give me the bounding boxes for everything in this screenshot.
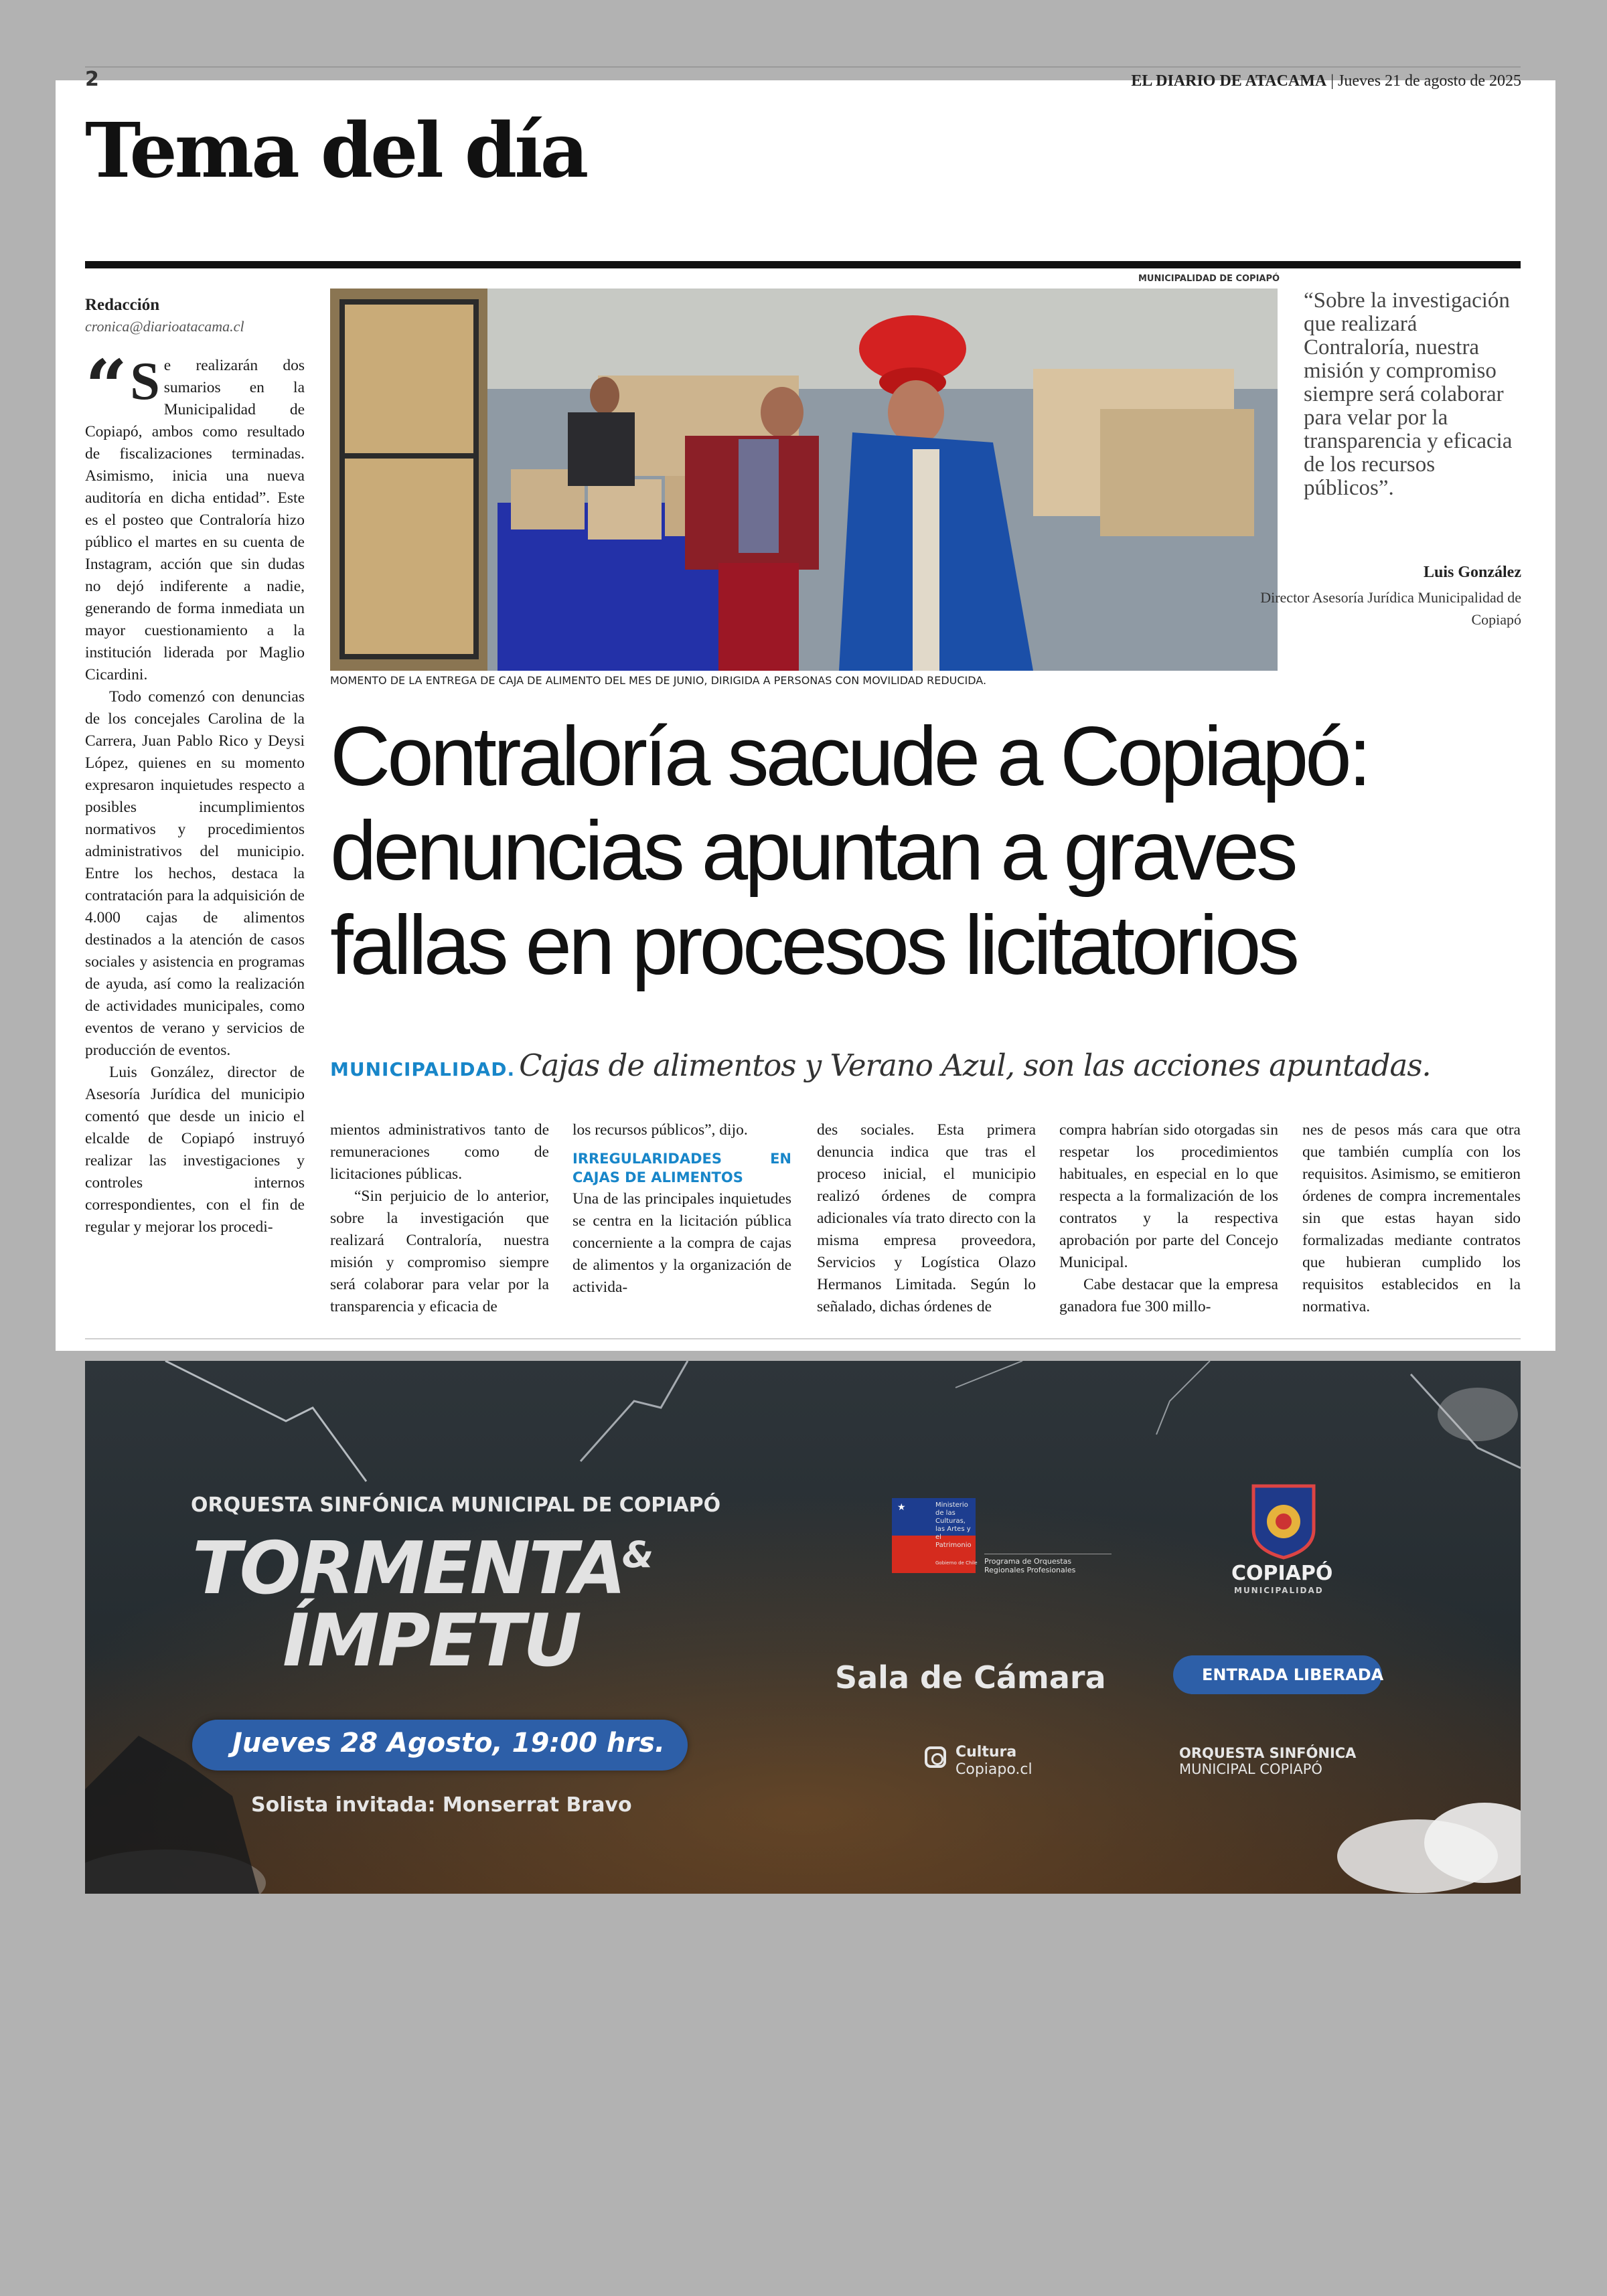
copiapo-shield-icon (1250, 1483, 1317, 1560)
ministry-name: Ministerio de las Culturas, las Artes y el Patrimonio (935, 1501, 972, 1549)
ad-venue: Sala de Cámara (835, 1659, 1106, 1696)
article-paragraph: des sociales. Esta primera denuncia indica que tras el proceso inicial, el municipio realizó órdenes de compra adicionales vía trato directo con la misma empresa proveedora, Servicios y Logística Olazo Hermanos Limitada. Según lo señalado, dichas órdenes de (817, 1121, 1036, 1315)
quote-mark-icon: “ (85, 343, 128, 430)
star-icon: ★ (897, 1502, 906, 1513)
photo-credit: MUNICIPALIDAD DE COPIAPÓ (1138, 274, 1280, 284)
byline-name: Redacción (85, 296, 160, 314)
article-column-6 (1302, 1119, 1521, 1318)
article-paragraph: Todo comenzó con denuncias de los concejales Carolina de la Carrera, Juan Pablo Rico y Deysi López, quienes en su momento expresaron inquietudes respecto a posibles incumplimientos normativos y procedimientos administrativos del municipio. Entre los hechos, destaca la contratación para la adquisición de 4.000 cajas de alimentos destinados a la atención de casos sociales y asistencia en programas de ayuda, así como la realización de actividades municipales, como eventos de verano y servicios de producción de eventos. (85, 688, 305, 1059)
section-title: Tema del día (85, 107, 587, 195)
municipality-name: COPIAPÓ (1231, 1562, 1333, 1585)
publication-date: Jueves 21 de agosto de 2025 (1338, 72, 1521, 90)
instagram-icon (925, 1746, 946, 1768)
headline-line: Contraloría sacude a Copiapó: (330, 710, 1369, 803)
article-column-5 (1059, 1119, 1278, 1318)
top-rule (85, 66, 1521, 68)
article-text: e realizarán dos sumarios en la Municipalidad de Copiapó, ambos como resultado de fiscalizaciones terminadas. Asimismo, inicia una nueva auditoría en dicha entidad”. Este es el posteo que Contraloría hizo público el martes en su cuenta de Instagram, acción que sin dudas no dejó indiferente a nadie, generando de forma inmediata un mayor cuestionamiento a la institución liderada por Maglio Cicardini. (85, 357, 305, 683)
bottom-rule (85, 1338, 1521, 1339)
article-paragraph: nes de pesos más cara que otra que también cumplía con los requisitos. Asimismo, se emitieron órdenes de compra incrementales sin que estas hayan sido formalizadas mediante contratos que hubieran cumplido los requisitos establecidos en la normativa. (1302, 1121, 1521, 1315)
drop-cap: S (130, 352, 160, 411)
gov-name: Gobierno de Chile (935, 1560, 978, 1566)
ad-soloist: Solista invitada: Monserrat Bravo (251, 1793, 632, 1817)
ad-title-line-1: TORMENTA (192, 1527, 625, 1611)
entry-label: ENTRADA LIBERADA (1202, 1665, 1384, 1684)
article-column-3 (572, 1119, 791, 1299)
social-line-1: Cultura (955, 1744, 1017, 1760)
pull-quote: “Sobre la investigación que realizará Contraloría, nuestra misión y compromiso siempre será colaborar para velar por la transparencia y eficacia de los recursos públicos”. (1304, 289, 1513, 500)
deck-kicker: MUNICIPALIDAD. (330, 1058, 516, 1080)
article-paragraph (85, 343, 305, 686)
news-photo (330, 289, 1278, 671)
article-subhead: IRREGULARIDADES EN CAJAS DE ALIMENTOS (572, 1151, 791, 1185)
headline-line: fallas en procesos licitatorios (330, 899, 1296, 992)
program-name: Programa de Orquestas Regionales Profesionales (984, 1554, 1112, 1574)
article-paragraph: compra habrían sido otorgadas sin respetar los procedimientos habituales, en especial en lo que respecta a la formalización de los contratos y la respectiva aprobación por parte del Concejo Municipal. (1059, 1121, 1278, 1271)
deck-text: Cajas de alimentos y Verano Azul, son las acciones apuntadas. (519, 1048, 1431, 1083)
section-rule (85, 261, 1521, 268)
ad-ampersand: & (622, 1534, 654, 1576)
ad-title-line-2: ÍMPETU (283, 1599, 580, 1683)
concert-advertisement (85, 1361, 1521, 1894)
article-paragraph: Cabe destacar que la empresa ganadora fue 300 millo- (1059, 1276, 1278, 1315)
article-paragraph: mientos administrativos tanto de remuneraciones como de licitaciones públicas. (330, 1121, 549, 1183)
article-column-1 (85, 343, 305, 1238)
photo-caption: MOMENTO DE LA ENTREGA DE CAJA DE ALIMENTO DEL MES DE JUNIO, DIRIGIDA A PERSONAS CON MOVILIDAD REDUCIDA. (330, 674, 987, 687)
headline-line: denuncias apuntan a graves (330, 805, 1295, 898)
article-column-2 (330, 1119, 549, 1318)
ad-date: Jueves 28 Agosto, 19:00 hrs. (232, 1728, 666, 1758)
deck (330, 1048, 1535, 1083)
headline (330, 710, 1535, 993)
byline-email: cronica@diarioatacama.cl (85, 318, 244, 335)
pull-quote-name: Luis González (1423, 564, 1521, 581)
municipality-label: MUNICIPALIDAD (1234, 1586, 1324, 1595)
pull-quote-role: Director Asesoría Jurídica Municipalidad de Copiapó (1260, 589, 1521, 628)
photo-illustration (330, 289, 1278, 671)
article-paragraph: Una de las principales inquietudes se centra en la licitación pública concerniente a la compra de cajas de alimentos y la organización de activida- (572, 1190, 791, 1296)
article-paragraph: Luis González, director de Asesoría Jurídica del municipio comentó que desde un inicio el elcalde de Copiapó instruyó realizar las investigaciones y controles internos correspondientes, con el fin de regular y mejorar los procedi- (85, 1064, 305, 1236)
article-paragraph: “Sin perjuicio de lo anterior, sobre la investigación que realizará Contraloría, nuestra misión y compromiso siempre será colaborar para velar por la transparencia y eficacia de (330, 1187, 549, 1315)
byline (85, 296, 306, 335)
article-column-4 (817, 1119, 1036, 1318)
osm-line-1: ORQUESTA SINFÓNICA (1179, 1745, 1357, 1761)
publication-name: EL DIARIO DE ATACAMA (1131, 72, 1327, 90)
social-line-2: Copiapo.cl (955, 1761, 1032, 1778)
osm-line-2: MUNICIPAL COPIAPÓ (1179, 1761, 1322, 1777)
masthead: EL DIARIO DE ATACAMA | Jueves 21 de agosto de 2025 (1131, 72, 1521, 90)
article-paragraph: los recursos públicos”, dijo. (572, 1121, 748, 1139)
ad-orchestra-name: ORQUESTA SINFÓNICA MUNICIPAL DE COPIAPÓ (191, 1493, 721, 1517)
page-number: 2 (85, 68, 99, 91)
